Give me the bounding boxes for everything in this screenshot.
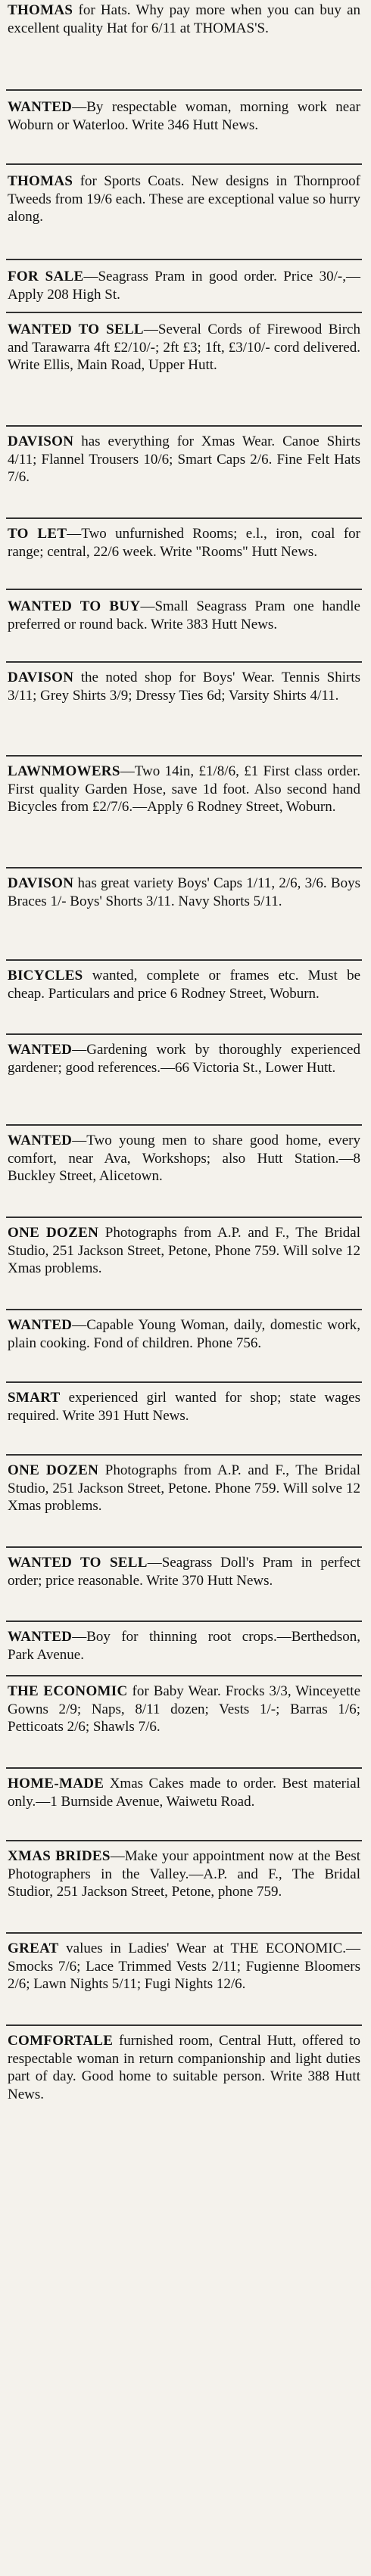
ad-lead: DAVISON <box>8 670 74 685</box>
ad-comfortable-room <box>6 2026 362 2147</box>
ad-text: values in Ladies' Wear at THE ECONOMIC.—Smocks 7/6; Lace Trimmed Vests 2/11; Fugienne Bloomers 2/6; Lawn Nights 5/11; Fugi Nights 12/6. <box>8 1941 360 1993</box>
ad-text: the noted shop for Boys' Wear. Tennis Shirts 3/11; Grey Shirts 3/9; Dressy Ties 6d; Varsity Shirts 4/11. <box>8 670 360 704</box>
ad-text: —Several Cords of Firewood Birch and Tarawarra 4ft £2/10/-; 2ft £3; 1ft, £3/10/- cord delivered. Write Ellis, Main Road, Upper Hutt. <box>8 322 360 374</box>
ad-text: —Boy for thinning root crops.—Berthedson, Park Avenue. <box>8 1629 360 1663</box>
ad-wanted-young-woman <box>6 1310 362 1381</box>
ad-lead: DAVISON <box>8 433 74 449</box>
ad-text: —Two unfurnished Rooms; e.l., iron, coal for range; central, 22/6 week. Write "Rooms" Hutt News. <box>8 526 360 560</box>
ad-lead: ONE DOZEN <box>8 1462 99 1478</box>
ad-lead: WANTED TO SELL <box>8 322 144 337</box>
ad-text: experienced girl wanted for shop; state wages required. Write 391 Hutt News. <box>8 1390 360 1424</box>
ad-text: —Small Seagrass Pram one handle preferred or round back. Write 383 Hutt News. <box>8 598 360 632</box>
ad-davison-boys-caps <box>6 869 362 959</box>
ad-text: Xmas Cakes made to order. Best material only.—1 Burnside Avenue, Waiwetu Road. <box>8 1776 360 1810</box>
ad-text: —Seagrass Doll's Pram in perfect order; price reasonable. Write 370 Hutt News. <box>8 1555 360 1589</box>
ad-text: —Make your appointment now at the Best Photographers in the Valley.—A.P. and F., The Bridal Studior, 251 Jackson Street, Petone, phone 759. <box>8 1848 360 1900</box>
ad-text: —Two 14in, £1/8/6, £1 First class order. First quality Garden Hose, save 1d foot. Also second hand Bicycles from £2/7/6.—Apply 6 Rodney Street, Woburn. <box>8 763 360 816</box>
ad-lead: THE ECONOMIC <box>8 1683 128 1699</box>
ad-lead: WANTED <box>8 1317 73 1333</box>
ad-text: —Seagrass Pram in good order. Price 30/-,—Apply 208 High St. <box>8 269 360 303</box>
ad-text: has great variety Boys' Caps 1/11, 2/6, 3/6. Boys Braces 1/- Boys' Shorts 3/11. Navy Shorts 5/11. <box>8 875 360 909</box>
ad-lead: WANTED <box>8 99 73 115</box>
ad-text: Photographs from A.P. and F., The Bridal Studio, 251 Jackson Street, Petone. Phone 759. Will solve 12 Xmas problems. <box>8 1462 360 1515</box>
ad-text: for Sports Coats. New designs in Thornproof Tweeds from 19/6 each. These are exceptional value so hurry along. <box>8 173 360 225</box>
ad-lawnmowers <box>6 757 362 867</box>
ad-one-dozen-photographs-2 <box>6 1456 362 1546</box>
ad-to-let-rooms <box>6 519 362 589</box>
ad-lead: ONE DOZEN <box>8 1225 99 1241</box>
ad-text: for Baby Wear. Frocks 3/3, Winceyette Gowns 2/9; Naps, 8/11 dozen; Vests 1/-; Barras 1/6; Petticoats 2/6; Shawls 7/6. <box>8 1683 361 1735</box>
ad-lead: GREAT <box>8 1941 59 1956</box>
ad-text: furnished room, Central Hutt, offered to respectable woman in return companionship and light duties part of day. Good home to suitable person. Write 388 Hutt News. <box>8 2033 360 2102</box>
ad-lead: THOMAS <box>8 173 73 189</box>
ad-wanted-young-men <box>6 1126 362 1217</box>
ad-lead: WANTED TO BUY <box>8 598 141 614</box>
ad-great-values-ladies-wear <box>6 1934 362 2024</box>
ad-text: —Two young men to share good home, every comfort, near Ava, Workshops; also Hutt Station.—8 Buckley Street, Alicetown. <box>8 1133 360 1185</box>
ad-text: has everything for Xmas Wear. Canoe Shirts 4/11; Flannel Trousers 10/6; Smart Caps 2/6. Fine Felt Hats 7/6. <box>8 433 360 486</box>
ad-lead: TO LET <box>8 526 67 542</box>
ad-davison-boys-wear <box>6 663 362 755</box>
ad-lead: XMAS BRIDES <box>8 1848 111 1864</box>
ad-lead: LAWNMOWERS <box>8 763 120 779</box>
ad-thomas-sports-coats <box>6 165 362 259</box>
ad-lead: WANTED TO SELL <box>8 1555 148 1571</box>
ad-lead: THOMAS <box>8 2 73 18</box>
ad-lead: WANTED <box>8 1042 73 1058</box>
ad-wanted-to-sell-dolls-pram <box>6 1548 362 1620</box>
classified-column <box>6 0 362 2576</box>
ad-wanted-boy <box>6 1622 362 1675</box>
ad-lead: WANTED <box>8 1133 73 1148</box>
ad-lead: BICYCLES <box>8 968 83 983</box>
ad-one-dozen-photographs <box>6 1218 362 1309</box>
ad-home-made-cakes <box>6 1769 362 1840</box>
ad-wanted-gardening <box>6 1035 362 1124</box>
ad-lead: COMFORTALE <box>8 2033 114 2049</box>
ad-text: Photographs from A.P. and F., The Bridal Studio, 251 Jackson Street, Petone, Phone 759. Will solve 12 Xmas problems. <box>8 1225 360 1277</box>
ad-text: —By respectable woman, morning work near Woburn or Waterloo. Write 346 Hutt News. <box>8 99 360 133</box>
ad-text: for Hats. Why pay more when you can buy an excellent quality Hat for 6/11 at THOMAS'S. <box>8 2 360 36</box>
ad-text: —Capable Young Woman, daily, domestic work, plain cooking. Fond of children. Phone 756. <box>8 1317 360 1351</box>
ad-davison-xmas-wear <box>6 427 362 517</box>
ad-smart-girl <box>6 1383 362 1454</box>
ad-thomas-hats <box>6 0 362 89</box>
ad-text: —Gardening work by thoroughly experienced gardener; good references.—66 Victoria St., Lower Hutt. <box>8 1042 360 1076</box>
ad-for-sale-pram <box>6 260 362 312</box>
ad-lead: FOR SALE <box>8 269 84 284</box>
ad-economic-baby-wear <box>6 1676 362 1767</box>
ad-xmas-brides <box>6 1841 362 1932</box>
ad-lead: HOME-MADE <box>8 1776 104 1791</box>
ad-lead: SMART <box>8 1390 61 1406</box>
ad-wanted-to-buy-pram <box>6 590 362 661</box>
ad-lead: WANTED <box>8 1629 73 1645</box>
ad-lead: DAVISON <box>8 875 74 891</box>
ad-bicycles-wanted <box>6 961 362 1033</box>
ad-text: wanted, complete or frames etc. Must be cheap. Particulars and price 6 Rodney Street, Woburn. <box>8 968 360 1002</box>
ad-wanted-morning-work <box>6 91 362 163</box>
ad-wanted-to-sell-firewood <box>6 313 362 425</box>
